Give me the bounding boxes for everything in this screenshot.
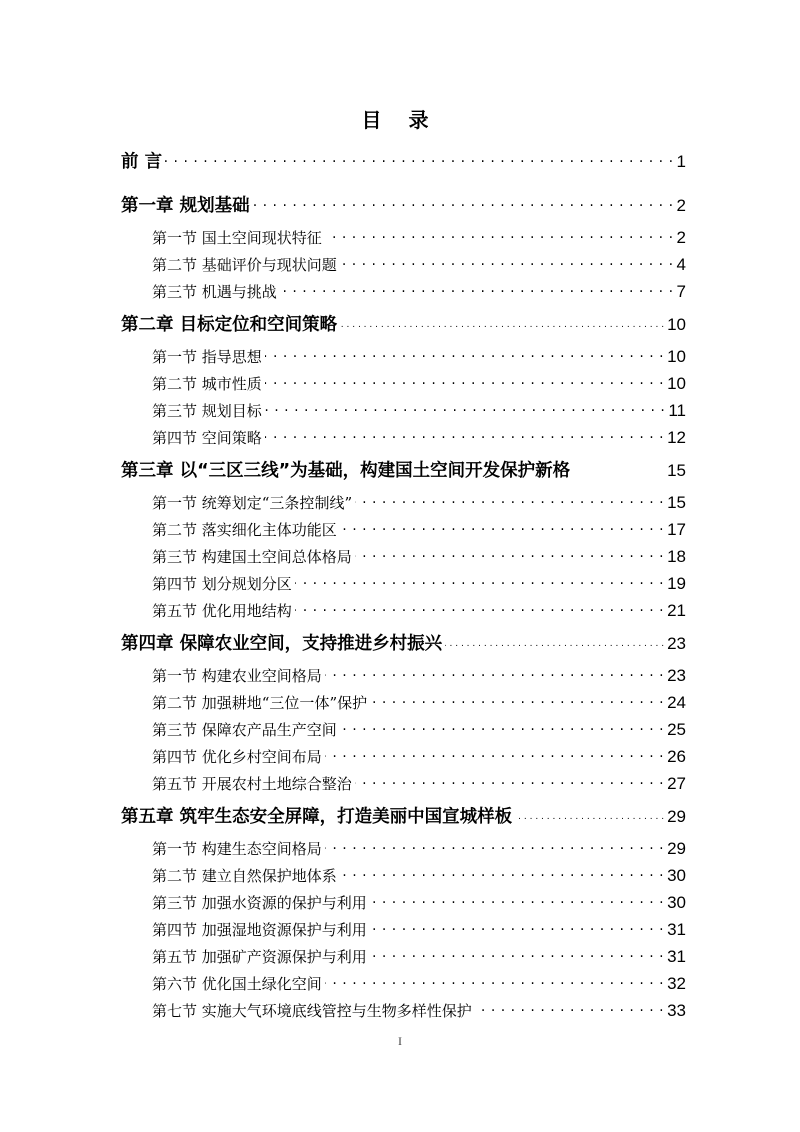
dot-leader <box>265 401 666 416</box>
toc-entry-page-number: 4 <box>676 255 686 274</box>
page-number: I <box>398 1034 402 1048</box>
toc-section-entry[interactable] <box>152 838 686 859</box>
toc-section-entry[interactable] <box>152 600 686 621</box>
toc-entry-label: 第二章 目标定位和空间策略 <box>121 315 338 335</box>
dot-leader <box>325 747 664 762</box>
dot-leader <box>340 313 664 331</box>
toc-entry-page-number: 11 <box>668 401 686 420</box>
toc-entry-label: 第四章 保障农业空间，支持推进乡村振兴 <box>121 634 443 654</box>
toc-section-entry[interactable] <box>152 919 686 940</box>
dot-leader <box>370 693 664 708</box>
dot-leader <box>265 374 664 389</box>
toc-entry-page-number: 31 <box>667 947 686 966</box>
toc-chapter-entry[interactable] <box>121 148 686 173</box>
toc-entry-label: 第一节 构建生态空间格局 <box>152 840 322 858</box>
toc-section-entry[interactable] <box>152 346 686 367</box>
toc-section-entry[interactable] <box>152 227 686 248</box>
dot-leader <box>325 666 664 681</box>
toc-entry-page-number: 26 <box>667 747 686 766</box>
toc-entry-page-number: 15 <box>667 493 686 512</box>
toc-entry-label: 第五节 开展农村土地综合整治 <box>152 775 352 793</box>
toc-section-entry[interactable] <box>152 692 686 713</box>
dot-leader <box>515 805 664 823</box>
toc-section-entry[interactable] <box>152 546 686 567</box>
toc-chapter-entry[interactable] <box>121 192 686 217</box>
toc-section-entry[interactable] <box>152 773 686 794</box>
toc-section-entry[interactable] <box>152 281 686 302</box>
toc-entry-page-number: 12 <box>667 428 686 447</box>
toc-chapter-entry[interactable] <box>121 311 686 336</box>
toc-chapter-entry[interactable] <box>121 457 686 482</box>
toc-entry-label: 第六节 优化国土绿化空间 <box>152 975 322 993</box>
toc-entry-label: 第三节 构建国土空间总体格局 <box>152 548 352 566</box>
toc-entry-label: 第四节 空间策略 <box>152 429 262 447</box>
toc-entry-page-number: 15 <box>667 461 686 480</box>
dot-leader <box>355 493 664 508</box>
dot-leader <box>340 255 674 270</box>
toc-entry-page-number: 1 <box>676 152 686 171</box>
dot-leader <box>325 228 674 243</box>
toc-entry-page-number: 7 <box>676 282 686 301</box>
toc-entry-page-number: 10 <box>667 347 686 366</box>
toc-entry-label: 第一节 构建农业空间格局 <box>152 667 322 685</box>
toc-entry-page-number: 24 <box>667 693 686 712</box>
dot-leader <box>370 893 664 908</box>
toc-entry-page-number: 27 <box>667 774 686 793</box>
toc-section-entry[interactable] <box>152 892 686 913</box>
toc-title: 目 录 <box>361 108 439 132</box>
toc-entry-page-number: 30 <box>667 893 686 912</box>
toc-entry-label: 第五章 筑牢生态安全屏障，打造美丽中国宣城样板 <box>121 807 513 827</box>
dot-leader <box>340 520 664 535</box>
toc-entry-label: 前 言 <box>121 152 163 172</box>
dot-leader <box>355 774 664 789</box>
toc-entry-page-number: 21 <box>667 601 686 620</box>
dot-leader <box>265 428 664 443</box>
toc-entry-page-number: 23 <box>667 666 686 685</box>
toc-entry-page-number: 18 <box>667 547 686 566</box>
toc-entry-label: 第四节 加强湿地资源保护与利用 <box>152 921 367 939</box>
toc-entry-page-number: 2 <box>676 196 686 215</box>
toc-entry-label: 第二节 加强耕地“三位一体”保护 <box>152 694 368 712</box>
toc-entry-page-number: 25 <box>667 720 686 739</box>
toc-entry-page-number: 29 <box>667 839 686 858</box>
toc-entry-page-number: 31 <box>667 920 686 939</box>
toc-entry-label: 第三章 以“三区三线”为基础，构建国土空间开发保护新格 <box>121 461 571 481</box>
dot-leader <box>475 1001 664 1016</box>
toc-entry-page-number: 33 <box>667 1001 686 1020</box>
toc-section-entry[interactable] <box>152 573 686 594</box>
toc-entry-label: 第五节 优化用地结构 <box>152 602 292 620</box>
toc-section-entry[interactable] <box>152 373 686 394</box>
toc-section-entry[interactable] <box>152 492 686 513</box>
toc-entry-label: 第二节 落实细化主体功能区 <box>152 521 337 539</box>
toc-section-entry[interactable] <box>152 973 686 994</box>
toc-section-entry[interactable] <box>152 946 686 967</box>
toc-entry-label: 第三节 保障农产品生产空间 <box>152 721 337 739</box>
dot-leader <box>265 347 664 362</box>
toc-entry-label: 第三节 加强水资源的保护与利用 <box>152 894 367 912</box>
toc-entry-label: 第一节 指导思想 <box>152 348 262 366</box>
dot-leader <box>295 601 664 616</box>
toc-entry-label: 第一章 规划基础 <box>121 196 250 216</box>
toc-entry-label: 第一节 统筹划定“三条控制线” <box>152 494 353 512</box>
dot-leader <box>325 839 664 854</box>
dot-leader <box>445 632 664 650</box>
toc-section-entry[interactable] <box>152 746 686 767</box>
toc-entry-label: 第二节 城市性质 <box>152 375 262 393</box>
toc-entry-page-number: 2 <box>676 228 686 247</box>
toc-section-entry[interactable] <box>152 1000 686 1021</box>
toc-entry-label: 第七节 实施大气环境底线管控与生物多样性保护 <box>152 1002 472 1020</box>
toc-entry-page-number: 32 <box>667 974 686 993</box>
toc-section-entry[interactable] <box>152 254 686 275</box>
dot-leader <box>280 282 674 297</box>
dot-leader <box>370 947 664 962</box>
toc-section-entry[interactable] <box>152 665 686 686</box>
toc-section-entry[interactable] <box>152 427 686 448</box>
toc-entry-label: 第五节 加强矿产资源保护与利用 <box>152 948 367 966</box>
dot-leader <box>340 720 664 735</box>
toc-entry-page-number: 30 <box>667 866 686 885</box>
toc-section-entry[interactable] <box>152 865 686 886</box>
toc-entry-label: 第三节 规划目标 <box>152 402 262 420</box>
dot-leader <box>295 574 664 589</box>
toc-entry-label: 第二节 建立自然保护地体系 <box>152 867 337 885</box>
toc-entry-label: 第一节 国土空间现状特征 <box>152 229 322 247</box>
toc-section-entry[interactable] <box>152 519 686 540</box>
toc-entry-page-number: 10 <box>667 315 686 334</box>
toc-entry-label: 第二节 基础评价与现状问题 <box>152 256 337 274</box>
toc-chapter-entry[interactable] <box>121 803 686 828</box>
dot-leader <box>370 920 664 935</box>
dot-leader <box>253 194 674 212</box>
dot-leader <box>165 150 673 168</box>
dot-leader <box>340 866 664 881</box>
toc-chapter-entry[interactable] <box>121 630 686 655</box>
toc-entry-page-number: 29 <box>667 807 686 826</box>
dot-leader <box>355 547 664 562</box>
toc-entry-page-number: 23 <box>667 634 686 653</box>
toc-entry-label: 第四节 划分规划分区 <box>152 575 292 593</box>
toc-section-entry[interactable] <box>152 400 686 421</box>
toc-section-entry[interactable] <box>152 719 686 740</box>
toc-entry-page-number: 19 <box>667 574 686 593</box>
dot-leader <box>325 974 664 989</box>
toc-entry-page-number: 10 <box>667 374 686 393</box>
toc-entry-label: 第三节 机遇与挑战 <box>152 283 277 301</box>
toc-entry-label: 第四节 优化乡村空间布局 <box>152 748 322 766</box>
toc-entry-page-number: 17 <box>667 520 686 539</box>
